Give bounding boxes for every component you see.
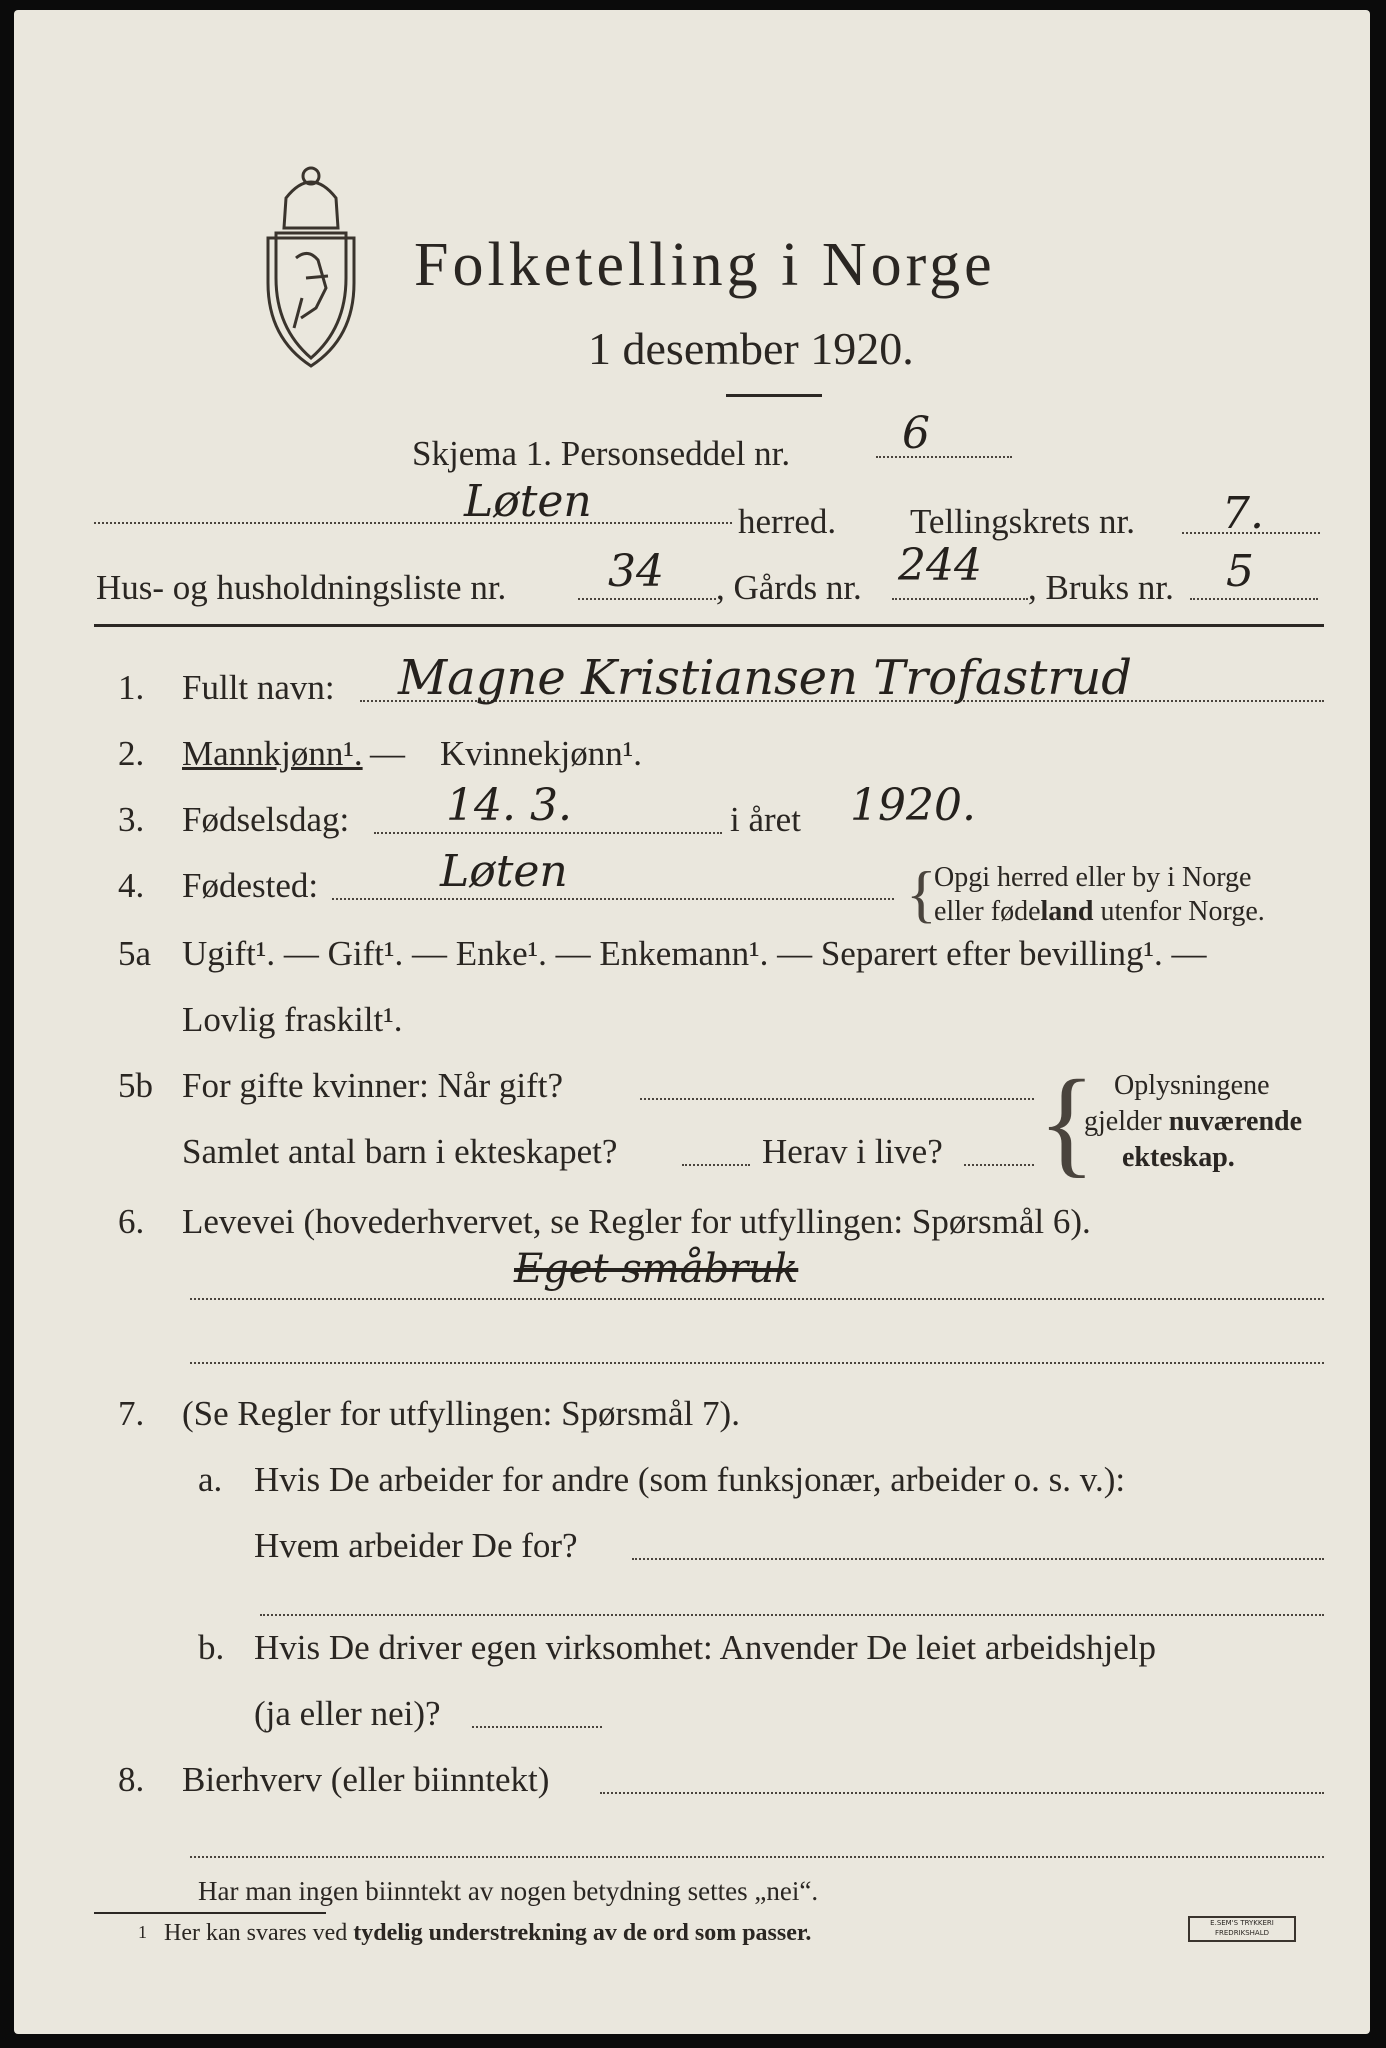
- q7a-employer-label: Hvem arbeider De for?: [254, 1526, 578, 1565]
- full-name-value[interactable]: Magne Kristiansen Trofastrud: [398, 650, 1132, 706]
- q5a-number: 5a: [118, 934, 152, 973]
- q7a-letter: a.: [198, 1460, 223, 1499]
- coat-of-arms-icon: [246, 158, 376, 368]
- q2-number: 2.: [118, 734, 145, 773]
- q8-label: Bierhverv (eller biinntekt): [182, 1760, 550, 1799]
- footnote-divider: [94, 1912, 326, 1914]
- employer-field-line-2: [260, 1614, 1324, 1616]
- birthday-value[interactable]: 14. 3.: [446, 780, 572, 831]
- birth-year-value[interactable]: 1920.: [850, 780, 976, 831]
- census-district-label: Tellingskrets nr.: [910, 502, 1136, 541]
- printer-stamp: E.SEM'S TRYKKERI FREDRIKSHALD: [1188, 1916, 1296, 1942]
- q7b-label: Hvis De driver egen virksomhet: Anvender De leiet arbeidshjelp: [254, 1628, 1156, 1667]
- holding-number-field-line: [1190, 598, 1318, 600]
- q5b-note-line2: gjelder nuværende: [1084, 1106, 1303, 1137]
- q5b-note-brace: {: [1038, 1055, 1096, 1188]
- holding-number-value[interactable]: 5: [1226, 546, 1254, 597]
- occupation-field-line-2: [190, 1362, 1324, 1364]
- q7-label: (Se Regler for utfyllingen: Spørsmål 7).: [182, 1394, 740, 1433]
- q7-number: 7.: [118, 1394, 145, 1433]
- municipality-label: herred.: [738, 502, 837, 541]
- title-divider: [726, 394, 822, 397]
- side-occupation-field-line-1: [600, 1792, 1324, 1794]
- employer-field-line-1: [632, 1558, 1324, 1560]
- q5b-number: 5b: [118, 1066, 153, 1105]
- header-divider: [94, 624, 1324, 627]
- birthplace-value[interactable]: Løten: [440, 846, 568, 897]
- children-total-label: Samlet antal barn i ekteskapet?: [182, 1132, 618, 1171]
- household-list-field-line: [578, 598, 716, 600]
- occupation-value[interactable]: Eget småbruk: [514, 1246, 799, 1292]
- side-occupation-field-line-2: [190, 1856, 1324, 1858]
- farm-number-value[interactable]: 244: [898, 540, 982, 591]
- birth-year-label: i året: [730, 800, 801, 839]
- q6-number: 6.: [118, 1202, 145, 1241]
- census-district-value[interactable]: 7.: [1222, 488, 1264, 539]
- q6-label: Levevei (hovederhvervet, se Regler for utfyllingen: Spørsmål 6).: [182, 1202, 1091, 1241]
- q3-number: 3.: [118, 800, 145, 839]
- q1-label: Fullt navn:: [182, 668, 335, 707]
- municipality-value[interactable]: Løten: [464, 476, 592, 527]
- birthplace-note-brace: {: [906, 858, 937, 929]
- household-list-value[interactable]: 34: [608, 546, 664, 597]
- q5b-label: For gifte kvinner: Når gift?: [182, 1066, 564, 1105]
- q5b-note-line1: Oplysningene: [1114, 1070, 1270, 1101]
- farm-number-field-line: [892, 598, 1028, 600]
- gender-male-option[interactable]: Mannkjønn¹.: [182, 734, 363, 773]
- birthday-field-line: [374, 832, 722, 834]
- person-slip-field-line: [876, 456, 1012, 458]
- occupation-field-line-1: [190, 1298, 1324, 1300]
- municipality-field-line: [94, 522, 732, 524]
- holding-number-label: , Bruks nr.: [1028, 568, 1174, 607]
- q8-note: Har man ingen biinntekt av nogen betydning settes „nei“.: [198, 1876, 819, 1906]
- gender-separator: —: [370, 734, 405, 773]
- q7b-letter: b.: [198, 1628, 225, 1667]
- form-title: Folketelling i Norge: [414, 231, 996, 299]
- schema-label: Skjema 1. Personseddel nr.: [412, 434, 791, 473]
- q7b-answer-label: (ja eller nei)?: [254, 1694, 441, 1733]
- q4-number: 4.: [118, 866, 145, 905]
- marital-status-options[interactable]: Ugift¹. — Gift¹. — Enke¹. — Enkemann¹. — Separert efter bevilling¹. —: [182, 934, 1207, 973]
- q4-label: Fødested:: [182, 866, 319, 905]
- birthplace-note-line1: Opgi herred eller by i Norge: [934, 862, 1252, 893]
- census-form-page: [14, 10, 1370, 2034]
- gender-female-option[interactable]: Kvinnekjønn¹.: [440, 734, 643, 773]
- hired-help-field-line: [472, 1726, 602, 1728]
- q3-label: Fødselsdag:: [182, 800, 350, 839]
- footnote-marker: 1: [138, 1922, 147, 1942]
- birthplace-note-line2: eller fødeland utenfor Norge.: [934, 896, 1265, 927]
- footnote-text: Her kan svares ved tydelig understrekning av de ord som passer.: [164, 1920, 812, 1946]
- children-total-field-line: [682, 1164, 750, 1166]
- marital-status-options-2[interactable]: Lovlig fraskilt¹.: [182, 1000, 403, 1039]
- q7a-label: Hvis De arbeider for andre (som funksjonær, arbeider o. s. v.):: [254, 1460, 1126, 1499]
- person-slip-number-value[interactable]: 6: [902, 408, 930, 459]
- form-date: 1 desember 1920.: [588, 323, 914, 374]
- q5b-note-line3: ekteskap.: [1122, 1142, 1235, 1173]
- children-alive-field-line: [964, 1164, 1034, 1166]
- married-when-field-line: [640, 1098, 1034, 1100]
- q8-number: 8.: [118, 1760, 145, 1799]
- household-list-label: Hus- og husholdningsliste nr.: [96, 568, 507, 607]
- children-alive-label: Herav i live?: [762, 1132, 943, 1171]
- q1-number: 1.: [118, 668, 145, 707]
- birthplace-field-line: [332, 898, 894, 900]
- farm-number-label: , Gårds nr.: [716, 568, 862, 607]
